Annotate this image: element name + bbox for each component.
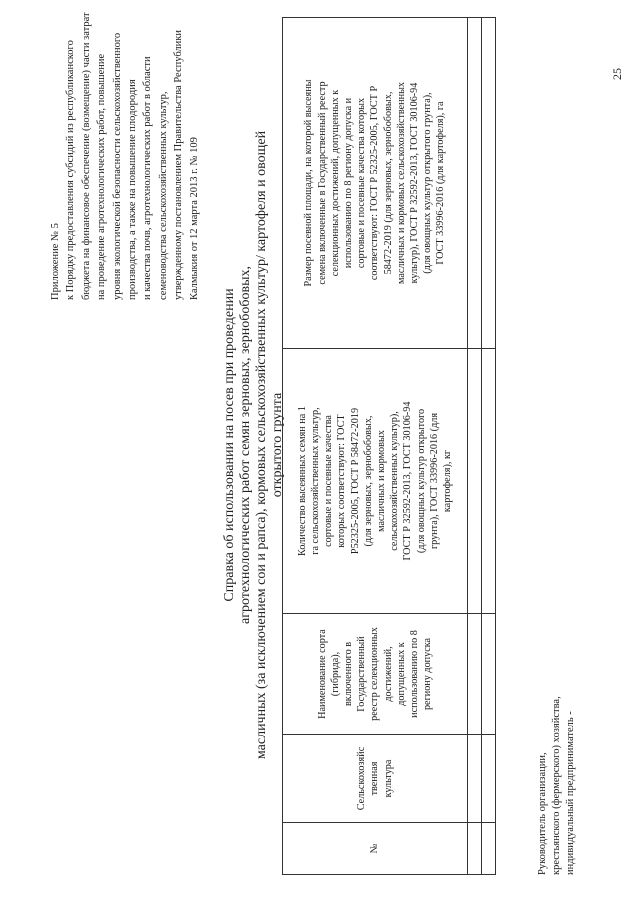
annex-line: Калмыкия от 12 марта 2013 г. № 109 <box>188 137 200 300</box>
document-title <box>222 15 286 875</box>
signature-line: крестьянского (фермерского) хозяйства, <box>551 696 562 875</box>
annex-block <box>48 12 202 300</box>
table-row-empty <box>468 18 482 875</box>
title-line: масличных (за исключением сои и рапса), кормовых сельскохозяйственных культур/ картофеля и овощей <box>254 130 269 760</box>
annex-line: бюджета на финансовое обеспечение (возмещение) части затрат <box>80 12 92 300</box>
annex-line: и качества почв, агротехнологических работ в области <box>142 56 154 300</box>
title-line: открытого грунта <box>270 392 285 498</box>
header-number: № <box>283 823 468 875</box>
seed-usage-table <box>282 17 496 875</box>
page-number: 25 <box>610 68 624 80</box>
table-cell-empty <box>468 614 482 735</box>
table-header-row <box>283 18 468 875</box>
table-cell-empty <box>482 735 496 823</box>
table-cell-empty <box>482 823 496 875</box>
table-cell-empty <box>468 735 482 823</box>
table-cell-empty <box>468 349 482 614</box>
table-row-empty <box>482 18 496 875</box>
table-cell-empty <box>482 18 496 349</box>
header-sown-area: Размер посевной площади, на которой высеяны семена включенные в Государственный реестр селекционных достижений, допущенных к использованию по 8 региону допуска и сортовые и посевные качества которых соответствуют: ГОСТ Р 52325-2005, ГОСТ Р 58472-2019 (для зерновых, зернобобовых, масличных и кормовых сельскохозяйственных культур), ГОСТ Р 32592-2013, ГОСТ 30106-94 (для овощных культур открытого грунта), ГОСТ 33996-2016 (для картофеля), га <box>283 18 468 349</box>
table-cell-empty <box>482 349 496 614</box>
annex-line: к Порядку предоставления субсидий из республиканского <box>65 40 77 300</box>
annex-line: уровня экологической безопасности сельскохозяйственного <box>111 32 123 300</box>
signature-line: Руководитель организации, <box>537 752 548 875</box>
annex-line: утвержденному постановлением Правительства Республики <box>173 29 185 300</box>
header-variety-name: Наименование сорта (гибрида), включенного в Государственный реестр селекционных достижений, допущенных к использованию по 8 региону допуска <box>283 614 468 735</box>
annex-line: Приложение № 5 <box>50 223 61 300</box>
signature-line: индивидуальный предприниматель - <box>565 711 576 875</box>
table-cell-empty <box>482 614 496 735</box>
annex-line: семеноводства сельскохозяйственных культур, <box>157 91 169 300</box>
signature-block <box>536 696 578 875</box>
title-line: Справка об использовании на посев при проведении <box>222 288 237 602</box>
title-line: агротехнологических работ семян зерновых, зернобобовых, <box>238 266 253 624</box>
header-seed-quantity: Количество высеянных семян на 1 га сельскохозяйственных культур, сортовые и посевные качества которых соответствуют: ГОСТ Р52325-2005, ГОСТ Р 58472-2019 (для зерновых, зернобобовых, масличных и кормовых сельскохозяйственных культур), ГОСТ Р 32592-2013, ГОСТ 30106-94 (для овощных культур открытого грунта), ГОСТ 33996-2016 (для картофеля), кг <box>283 349 468 614</box>
table-cell-empty <box>468 18 482 349</box>
annex-line: на проведение агротехнологических работ, повышение <box>96 53 108 300</box>
table-cell-empty <box>468 823 482 875</box>
annex-line: производства, а также на повышение плодородия <box>127 79 139 300</box>
header-crop: Сельскохозяйс твенная культура <box>283 735 468 823</box>
